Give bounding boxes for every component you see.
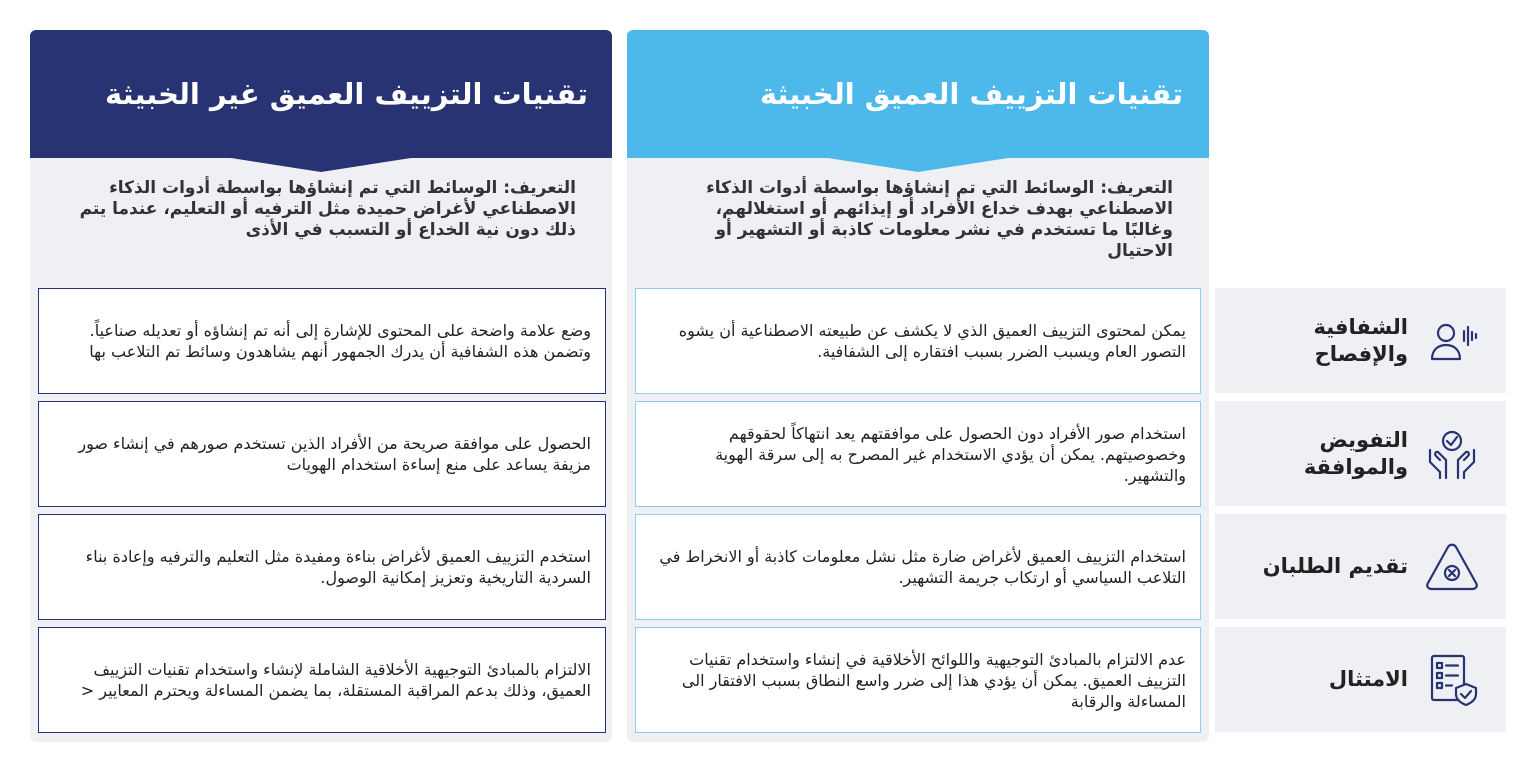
cell-text: استخدام صور الأفراد دون الحصول على موافقتهم يعد انتهاكاً لحقوقهم وخصوصيتهم. يمكن أن يؤدي الاستخدام غير المصرح به إلى سرقة الهوية والتشهير. bbox=[715, 423, 1186, 485]
triangle-x-icon bbox=[1424, 539, 1480, 595]
hands-check-icon bbox=[1424, 426, 1480, 482]
benign-cell-transparency bbox=[38, 288, 606, 394]
category-compliance bbox=[1215, 627, 1506, 732]
category-transparency bbox=[1215, 288, 1506, 393]
checklist-shield-icon bbox=[1424, 652, 1480, 708]
benign-column bbox=[30, 30, 612, 742]
cell-text: الحصول على موافقة صريحة من الأفراد الذين تستخدم صورهم في إنشاء صور مزيفة يساعد على منع إساءة استخدام الهويات bbox=[78, 434, 591, 474]
benign-header-notch bbox=[231, 158, 411, 172]
malicious-cell-consent bbox=[635, 401, 1201, 507]
malicious-cell-request bbox=[635, 514, 1201, 620]
cell-text: يمكن لمحتوى التزييف العميق الذي لا يكشف عن طبيعته الاصطناعية أن يشوه التصور العام ويسبب الضرر بسبب افتقاره إلى الشفافية. bbox=[678, 321, 1186, 361]
category-label: تقديم الطلبان bbox=[1262, 554, 1408, 578]
malicious-title: تقنيات التزييف العميق الخبيثة bbox=[759, 77, 1183, 111]
category-request bbox=[1215, 514, 1506, 619]
benign-title: تقنيات التزييف العميق غير الخبيثة bbox=[105, 77, 588, 111]
benign-cell-compliance bbox=[38, 627, 606, 733]
malicious-cell-transparency bbox=[635, 288, 1201, 394]
category-consent bbox=[1215, 401, 1506, 506]
cell-text: الالتزام بالمبادئ التوجيهية الأخلاقية الشاملة لإنشاء واستخدام تقنيات التزييف العميق، وذلك بدعم المراقبة المستقلة، بما يضمن المساءلة ويحترم المعايير < bbox=[80, 660, 591, 700]
malicious-header bbox=[627, 30, 1209, 158]
cell-text: استخدام التزييف العميق لأغراض ضارة مثل نشل معلومات كاذبة أو الانخراط في التلاعب السياسي أو ارتكاب جريمة التشهير. bbox=[659, 547, 1186, 587]
benign-cell-consent bbox=[38, 401, 606, 507]
cell-text: استخدم التزييف العميق لأغراض بناءة ومفيدة مثل التعليم والترفيه وإعادة بناء السردية التاريخية وتعزيز إمكانية الوصول. bbox=[85, 547, 591, 587]
malicious-definition: التعريف: الوسائط التي تم إنشاؤها بواسطة أدوات الذكاء الاصطناعي بهدف خداع الأفراد أو إيذائهم أو استغلالهم، وغالبًا ما تستخدم في نشر معلومات كاذبة أو التشهير أو الاحتيال bbox=[706, 178, 1173, 261]
benign-cell-request bbox=[38, 514, 606, 620]
category-label: التفويض والموافقة bbox=[1303, 427, 1408, 479]
malicious-column bbox=[627, 30, 1209, 742]
benign-definition: التعريف: الوسائط التي تم إنشاؤها بواسطة أدوات الذكاء الاصطناعي لأغراض حميدة مثل الترفيه أو التعليم، عندما يتم ذلك دون نية الخداع أو التسبب في الأذى bbox=[79, 178, 576, 240]
category-label: الشفافية والإفصاح bbox=[1313, 314, 1408, 366]
person-speaking-icon bbox=[1424, 313, 1480, 369]
benign-header bbox=[30, 30, 612, 158]
cell-text: وضع علامة واضحة على المحتوى للإشارة إلى أنه تم إنشاؤه أو تعديله صناعياً. وتضمن هذه الشفافية أن يدرك الجمهور أنهم يشاهدون وسائط تم التلاعب بها bbox=[89, 321, 591, 361]
cell-text: عدم الالتزام بالمبادئ التوجيهية واللوائح الأخلاقية في إنشاء واستخدام تقنيات التزييف العميق. يمكن أن يؤدي هذا إلى ضرر واسع النطاق بسبب الافتقار الى المساءلة والرقابة bbox=[681, 649, 1186, 711]
malicious-cell-compliance bbox=[635, 627, 1201, 733]
category-label: الامتثال bbox=[1328, 667, 1408, 691]
malicious-header-notch bbox=[828, 158, 1008, 172]
